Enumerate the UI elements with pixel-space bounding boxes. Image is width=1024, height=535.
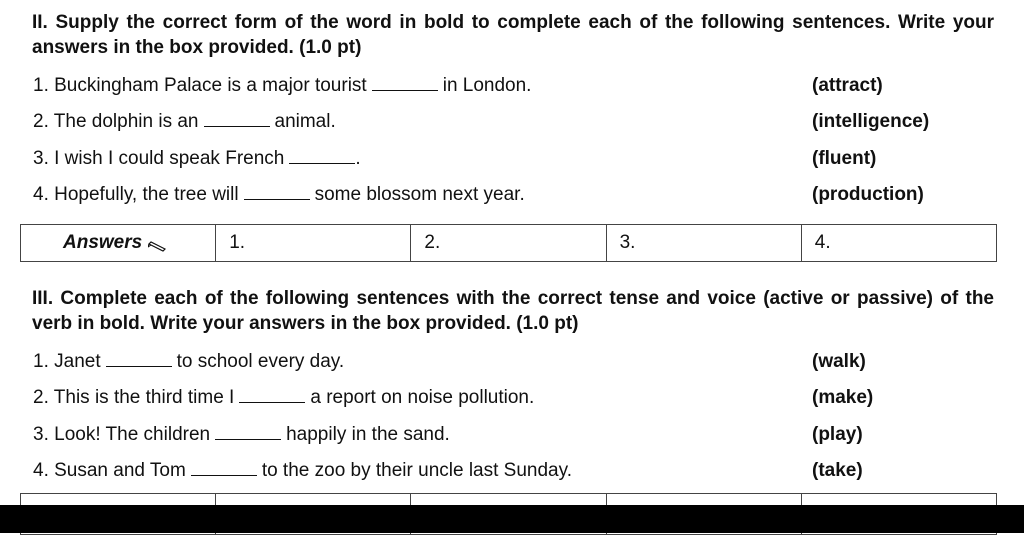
s2-hint-3: (fluent) bbox=[812, 148, 877, 169]
answer-blank bbox=[204, 112, 270, 127]
s2-hint-2: (intelligence) bbox=[812, 111, 930, 132]
answer-blank bbox=[244, 185, 310, 200]
question-text: 1. Buckingham Palace is a major tourist bbox=[33, 75, 367, 96]
question-text: 3. Look! The children bbox=[33, 424, 211, 445]
question-text: to the zoo by their uncle last Sunday. bbox=[261, 460, 572, 481]
answer-cell-4[interactable]: 4. bbox=[801, 225, 996, 262]
s3-question-4 bbox=[33, 459, 572, 483]
s2-question-3 bbox=[33, 147, 361, 171]
s3-question-3 bbox=[33, 423, 450, 447]
question-text: to school every day. bbox=[176, 351, 345, 372]
s3-question-2 bbox=[33, 386, 534, 410]
pencil-icon bbox=[148, 237, 166, 249]
question-text: . bbox=[355, 148, 361, 169]
answer-box bbox=[20, 224, 997, 262]
question-text: a report on noise pollution. bbox=[310, 387, 535, 408]
answers-label bbox=[21, 225, 216, 262]
s2-question-1 bbox=[33, 74, 531, 98]
question-text: some blossom next year. bbox=[314, 184, 525, 205]
answer-blank bbox=[239, 388, 305, 403]
question-text: 1. Janet bbox=[33, 351, 101, 372]
question-text: animal. bbox=[274, 111, 336, 132]
question-text: 2. This is the third time I bbox=[33, 387, 235, 408]
answer-blank bbox=[372, 76, 438, 91]
answer-cell-2[interactable]: 2. bbox=[411, 225, 606, 262]
answer-cell-1[interactable]: 1. bbox=[216, 225, 411, 262]
s3-hint-3: (play) bbox=[812, 424, 863, 445]
section-3-heading: III. Complete each of the following sentences with the correct tense and voice (active or passive) of the verb in bold. Write your answers in the box provided. (1.0 pt) bbox=[32, 288, 994, 334]
answer-blank bbox=[191, 461, 257, 476]
s3-hint-1: (walk) bbox=[812, 351, 866, 372]
answer-blank bbox=[106, 352, 172, 367]
section-2-heading: II. Supply the correct form of the word in bold to complete each of the following sentences. Write your answers in the box provided. (1.0 pt) bbox=[32, 12, 994, 58]
answer-blank bbox=[215, 425, 281, 440]
s3-hint-2: (make) bbox=[812, 387, 874, 408]
bottom-black-bar bbox=[0, 505, 1024, 533]
s2-hint-4: (production) bbox=[812, 184, 924, 205]
answer-blank bbox=[289, 149, 355, 164]
s3-hint-4: (take) bbox=[812, 460, 863, 481]
question-text: 2. The dolphin is an bbox=[33, 111, 199, 132]
question-text: 3. I wish I could speak French bbox=[33, 148, 285, 169]
question-text: 4. Susan and Tom bbox=[33, 460, 186, 481]
answer-cell-3[interactable]: 3. bbox=[606, 225, 801, 262]
question-text: happily in the sand. bbox=[286, 424, 450, 445]
s2-question-4 bbox=[33, 183, 525, 207]
s3-question-1 bbox=[33, 350, 344, 374]
question-text: in London. bbox=[442, 75, 532, 96]
s2-question-2 bbox=[33, 110, 336, 134]
question-text: 4. Hopefully, the tree will bbox=[33, 184, 239, 205]
answers-label-text: Answers bbox=[63, 232, 143, 253]
s2-hint-1: (attract) bbox=[812, 75, 883, 96]
